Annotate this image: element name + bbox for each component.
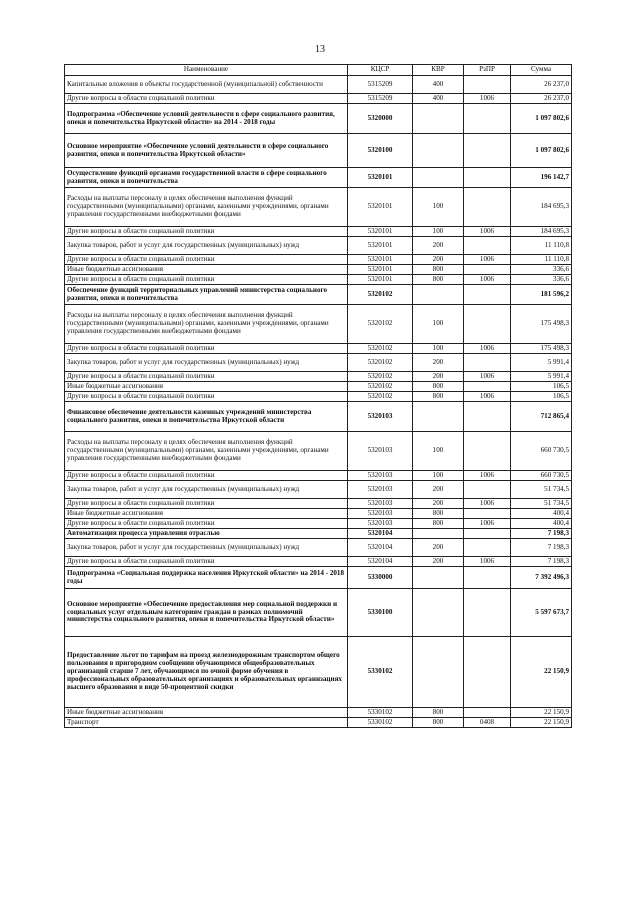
cell-kcsr: 5320101 xyxy=(348,168,413,188)
cell-kcsr: 5320102 xyxy=(348,354,413,372)
table-row xyxy=(65,354,572,372)
cell-kcsr: 5320104 xyxy=(348,557,413,567)
cell-kvr: 100 xyxy=(413,227,464,237)
cell-name: Предоставление льгот по тарифам на проезд железнодорожным транспортом общего пользования в пригородном сообщении обучающимся общеобразовательных организаций старше 7 лет, обучающимся по очной форме обучения в профессиональных образовательных организациях и образовательных организациях высшего образования в виде 50-процентной скидки xyxy=(65,637,348,708)
cell-kvr: 800 xyxy=(413,392,464,402)
cell-rzpr xyxy=(464,265,511,275)
table-row xyxy=(65,382,572,392)
table-row xyxy=(65,589,572,637)
cell-kvr xyxy=(413,285,464,305)
table-row xyxy=(65,557,572,567)
cell-name: Иные бюджетные ассигнования xyxy=(65,708,348,718)
cell-rzpr xyxy=(464,567,511,589)
table-row xyxy=(65,372,572,382)
cell-kcsr: 5320104 xyxy=(348,529,413,539)
cell-sum: 196 142,7 xyxy=(511,168,572,188)
cell-name: Другие вопросы в области социальной политики xyxy=(65,519,348,529)
cell-kvr xyxy=(413,567,464,589)
cell-sum: 51 734,5 xyxy=(511,499,572,509)
cell-sum: 184 695,3 xyxy=(511,227,572,237)
table-row xyxy=(65,104,572,134)
cell-sum: 712 865,4 xyxy=(511,402,572,432)
cell-name: Другие вопросы в области социальной политики xyxy=(65,344,348,354)
cell-rzpr: 1006 xyxy=(464,372,511,382)
cell-kcsr: 5320103 xyxy=(348,432,413,471)
cell-sum: 5 991,4 xyxy=(511,354,572,372)
cell-name: Расходы на выплаты персоналу в целях обеспечения выполнения функций государственными (муниципальными) органами, казенными учреждениями, органами управления государственными внебюджетными фондами xyxy=(65,305,348,344)
cell-sum: 400,4 xyxy=(511,519,572,529)
cell-name: Другие вопросы в области социальной политики xyxy=(65,227,348,237)
cell-name: Осуществление функций органами государственной власти в сфере социального развития, опеки и попечительства xyxy=(65,168,348,188)
header-kcsr: КЦСР xyxy=(348,65,413,76)
cell-kvr: 400 xyxy=(413,94,464,104)
cell-kvr: 800 xyxy=(413,718,464,728)
cell-kcsr: 5320102 xyxy=(348,392,413,402)
cell-name: Закупка товаров, работ и услуг для государственных (муниципальных) нужд xyxy=(65,481,348,499)
cell-kvr: 800 xyxy=(413,275,464,285)
table-row xyxy=(65,471,572,481)
table-row xyxy=(65,76,572,94)
cell-rzpr: 1006 xyxy=(464,344,511,354)
cell-rzpr: 1006 xyxy=(464,255,511,265)
cell-rzpr xyxy=(464,382,511,392)
cell-kcsr: 5320102 xyxy=(348,382,413,392)
cell-name: Иные бюджетные ассигнования xyxy=(65,509,348,519)
cell-kcsr: 5330102 xyxy=(348,718,413,728)
cell-sum: 1 097 802,6 xyxy=(511,104,572,134)
cell-kvr: 200 xyxy=(413,354,464,372)
cell-name: Другие вопросы в области социальной политики xyxy=(65,392,348,402)
cell-kvr: 100 xyxy=(413,344,464,354)
cell-rzpr xyxy=(464,637,511,708)
table-row xyxy=(65,392,572,402)
cell-kcsr: 5320101 xyxy=(348,275,413,285)
table-row xyxy=(65,432,572,471)
cell-rzpr: 1006 xyxy=(464,519,511,529)
table-row xyxy=(65,718,572,728)
cell-rzpr xyxy=(464,539,511,557)
cell-kvr: 800 xyxy=(413,265,464,275)
cell-kvr: 800 xyxy=(413,708,464,718)
cell-name: Финансовое обеспечение деятельности казенных учреждений министерства социального развития, опеки и попечительства Иркутской области xyxy=(65,402,348,432)
cell-name: Другие вопросы в области социальной политики xyxy=(65,94,348,104)
cell-kvr: 200 xyxy=(413,539,464,557)
table-row xyxy=(65,519,572,529)
cell-sum: 106,5 xyxy=(511,392,572,402)
cell-rzpr xyxy=(464,76,511,94)
cell-rzpr xyxy=(464,285,511,305)
cell-kcsr: 5320103 xyxy=(348,481,413,499)
cell-rzpr xyxy=(464,305,511,344)
cell-kvr: 800 xyxy=(413,519,464,529)
cell-name: Иные бюджетные ассигнования xyxy=(65,265,348,275)
cell-sum: 5 991,4 xyxy=(511,372,572,382)
cell-kvr xyxy=(413,589,464,637)
cell-sum: 660 730,5 xyxy=(511,471,572,481)
cell-kcsr: 5320102 xyxy=(348,344,413,354)
cell-name: Основное мероприятие «Обеспечение условий деятельности в сфере социального развития, опеки и попечительства Иркутской области» xyxy=(65,134,348,168)
table-row xyxy=(65,188,572,227)
header-sum: Сумма xyxy=(511,65,572,76)
cell-kvr: 100 xyxy=(413,305,464,344)
cell-sum: 175 498,3 xyxy=(511,305,572,344)
cell-kvr xyxy=(413,104,464,134)
cell-sum: 7 392 496,3 xyxy=(511,567,572,589)
cell-rzpr: 1006 xyxy=(464,275,511,285)
cell-rzpr xyxy=(464,481,511,499)
cell-kvr: 800 xyxy=(413,509,464,519)
cell-kcsr: 5320101 xyxy=(348,188,413,227)
cell-rzpr xyxy=(464,509,511,519)
cell-kvr xyxy=(413,402,464,432)
cell-name: Расходы на выплаты персоналу в целях обеспечения выполнения функций государственными (муниципальными) органами, казенными учреждениями, органами управления государственными внебюджетными фондами xyxy=(65,188,348,227)
cell-kvr: 100 xyxy=(413,188,464,227)
table-row xyxy=(65,227,572,237)
cell-name: Другие вопросы в области социальной политики xyxy=(65,557,348,567)
cell-kcsr: 5320103 xyxy=(348,471,413,481)
table-row xyxy=(65,285,572,305)
cell-sum: 26 237,0 xyxy=(511,76,572,94)
cell-kcsr: 5315209 xyxy=(348,76,413,94)
cell-rzpr: 0408 xyxy=(464,718,511,728)
table-row xyxy=(65,402,572,432)
cell-kcsr: 5320101 xyxy=(348,227,413,237)
cell-rzpr: 1006 xyxy=(464,227,511,237)
cell-sum: 184 695,3 xyxy=(511,188,572,227)
cell-sum: 400,4 xyxy=(511,509,572,519)
cell-rzpr xyxy=(464,589,511,637)
cell-sum: 7 198,3 xyxy=(511,539,572,557)
cell-kvr: 200 xyxy=(413,255,464,265)
cell-rzpr: 1006 xyxy=(464,471,511,481)
page-number: 13 xyxy=(315,44,325,55)
cell-kcsr: 5320000 xyxy=(348,104,413,134)
cell-kvr xyxy=(413,529,464,539)
table-row xyxy=(65,265,572,275)
cell-rzpr xyxy=(464,708,511,718)
cell-kvr: 100 xyxy=(413,432,464,471)
cell-name: Закупка товаров, работ и услуг для государственных (муниципальных) нужд xyxy=(65,539,348,557)
cell-rzpr xyxy=(464,402,511,432)
cell-rzpr: 1006 xyxy=(464,392,511,402)
table-row xyxy=(65,255,572,265)
cell-rzpr: 1006 xyxy=(464,499,511,509)
header-rzpr: РзПР xyxy=(464,65,511,76)
table-row xyxy=(65,708,572,718)
table-row xyxy=(65,134,572,168)
cell-sum: 11 110,8 xyxy=(511,237,572,255)
cell-kvr: 200 xyxy=(413,557,464,567)
cell-sum: 336,6 xyxy=(511,275,572,285)
cell-sum: 1 097 802,6 xyxy=(511,134,572,168)
cell-name: Иные бюджетные ассигнования xyxy=(65,382,348,392)
cell-sum: 7 198,3 xyxy=(511,557,572,567)
cell-kcsr: 5320102 xyxy=(348,305,413,344)
table-header-row xyxy=(65,65,572,76)
cell-name: Другие вопросы в области социальной политики xyxy=(65,372,348,382)
header-name: Наименование xyxy=(65,65,348,76)
cell-kcsr: 5315209 xyxy=(348,94,413,104)
cell-name: Автоматизация процесса управления отраслью xyxy=(65,529,348,539)
cell-kvr xyxy=(413,134,464,168)
cell-rzpr xyxy=(464,529,511,539)
cell-name: Закупка товаров, работ и услуг для государственных (муниципальных) нужд xyxy=(65,354,348,372)
table-row xyxy=(65,567,572,589)
cell-sum: 11 110,8 xyxy=(511,255,572,265)
cell-name: Другие вопросы в области социальной политики xyxy=(65,499,348,509)
cell-name: Подпрограмма «Обеспечение условий деятельности в сфере социального развития, опеки и попечительства Иркутской области» на 2014 - 2018 годы xyxy=(65,104,348,134)
cell-sum: 22 150,9 xyxy=(511,708,572,718)
cell-kcsr: 5320103 xyxy=(348,509,413,519)
cell-kcsr: 5320100 xyxy=(348,134,413,168)
cell-kvr: 800 xyxy=(413,382,464,392)
cell-kvr: 200 xyxy=(413,237,464,255)
cell-kvr: 200 xyxy=(413,481,464,499)
table-row xyxy=(65,344,572,354)
table-row xyxy=(65,275,572,285)
cell-sum: 22 150,9 xyxy=(511,718,572,728)
cell-kcsr: 5320103 xyxy=(348,402,413,432)
cell-kcsr: 5330102 xyxy=(348,637,413,708)
cell-kcsr: 5320104 xyxy=(348,539,413,557)
cell-name: Обеспечение функций территориальных управлений министерства социального развития, опеки и попечительства xyxy=(65,285,348,305)
cell-rzpr xyxy=(464,104,511,134)
cell-name: Другие вопросы в области социальной политики xyxy=(65,275,348,285)
cell-name: Расходы на выплаты персоналу в целях обеспечения выполнения функций государственными (муниципальными) органами, казенными учреждениями, органами управления государственными внебюджетными фондами xyxy=(65,432,348,471)
table-row xyxy=(65,481,572,499)
cell-sum: 26 237,0 xyxy=(511,94,572,104)
table-row xyxy=(65,168,572,188)
cell-sum: 660 730,5 xyxy=(511,432,572,471)
header-kvr: КВР xyxy=(413,65,464,76)
budget-table xyxy=(64,64,572,728)
cell-kvr: 100 xyxy=(413,471,464,481)
cell-name: Основное мероприятие «Обеспечение предоставления мер социальной поддержки и социальных услуг отдельным категориям граждан в рамках полномочий министерства социального развития, опеки и попечительства Иркутской области» xyxy=(65,589,348,637)
cell-rzpr: 1006 xyxy=(464,557,511,567)
cell-sum: 181 596,2 xyxy=(511,285,572,305)
table-row xyxy=(65,237,572,255)
cell-sum: 7 198,3 xyxy=(511,529,572,539)
cell-kcsr: 5320101 xyxy=(348,237,413,255)
table-row xyxy=(65,509,572,519)
cell-name: Другие вопросы в области социальной политики xyxy=(65,471,348,481)
cell-rzpr xyxy=(464,188,511,227)
table-row xyxy=(65,499,572,509)
cell-rzpr xyxy=(464,354,511,372)
cell-name: Капитальные вложения в объекты государственной (муниципальной) собственности xyxy=(65,76,348,94)
cell-sum: 5 597 673,7 xyxy=(511,589,572,637)
cell-kcsr: 5320102 xyxy=(348,285,413,305)
cell-kcsr: 5320103 xyxy=(348,519,413,529)
cell-rzpr: 1006 xyxy=(464,94,511,104)
cell-kvr: 200 xyxy=(413,499,464,509)
table-row xyxy=(65,529,572,539)
cell-name: Закупка товаров, работ и услуг для государственных (муниципальных) нужд xyxy=(65,237,348,255)
cell-name: Подпрограмма «Социальная поддержка населения Иркутской области» на 2014 - 2018 годы xyxy=(65,567,348,589)
cell-kcsr: 5330000 xyxy=(348,567,413,589)
cell-kcsr: 5320102 xyxy=(348,372,413,382)
table-row xyxy=(65,94,572,104)
cell-name: Другие вопросы в области социальной политики xyxy=(65,255,348,265)
cell-name: Транспорт xyxy=(65,718,348,728)
cell-rzpr xyxy=(464,237,511,255)
cell-rzpr xyxy=(464,432,511,471)
cell-kcsr: 5320101 xyxy=(348,255,413,265)
cell-kcsr: 5330102 xyxy=(348,708,413,718)
cell-sum: 175 498,3 xyxy=(511,344,572,354)
cell-kvr: 200 xyxy=(413,372,464,382)
cell-kvr xyxy=(413,637,464,708)
cell-kcsr: 5320103 xyxy=(348,499,413,509)
cell-sum: 51 734,5 xyxy=(511,481,572,499)
cell-rzpr xyxy=(464,134,511,168)
cell-rzpr xyxy=(464,168,511,188)
cell-kcsr: 5320101 xyxy=(348,265,413,275)
cell-kvr xyxy=(413,168,464,188)
cell-sum: 106,5 xyxy=(511,382,572,392)
cell-sum: 22 150,9 xyxy=(511,637,572,708)
table-row xyxy=(65,305,572,344)
cell-kcsr: 5330100 xyxy=(348,589,413,637)
table-row xyxy=(65,637,572,708)
cell-kvr: 400 xyxy=(413,76,464,94)
table-row xyxy=(65,539,572,557)
cell-sum: 336,6 xyxy=(511,265,572,275)
